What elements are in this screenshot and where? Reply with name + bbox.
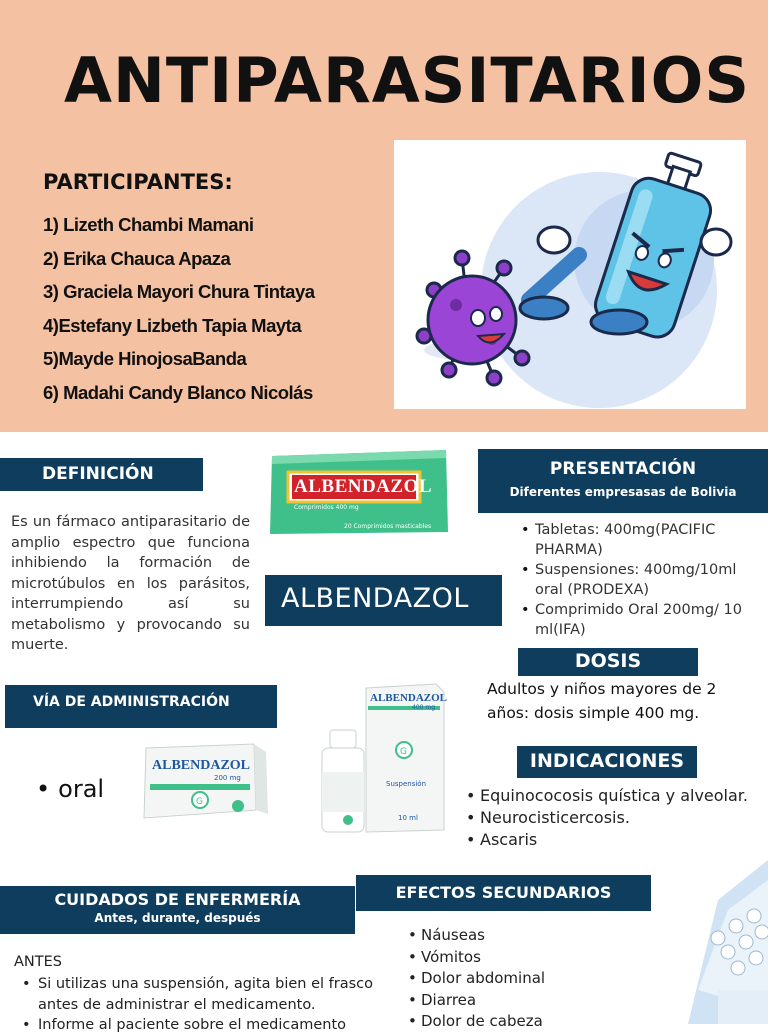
side-effect-item: • Dolor de cabeza	[408, 1011, 545, 1033]
presentation-item: • Comprimido Oral 200mg/ 10 ml(IFA)	[520, 600, 760, 640]
nursing-care-heading: CUIDADOS DE ENFERMERÍA	[54, 890, 301, 909]
before-item: • Informe al paciente sobre el medicamento	[22, 1015, 392, 1036]
dosis-heading: DOSIS	[518, 648, 698, 676]
hero-illustration	[394, 140, 746, 409]
presentation-heading-box	[478, 449, 768, 513]
box3-type: Suspensión	[386, 780, 427, 788]
box3-dose: 400 mg	[412, 704, 436, 711]
participant-item: 4)Estefany Lizbeth Tapia Mayta	[43, 314, 302, 336]
box1-brand: ALBENDAZOL	[294, 476, 433, 497]
side-effect-item: • Vómitos	[408, 947, 545, 969]
box2-dose: 200 mg	[214, 774, 241, 782]
svg-text:G: G	[400, 747, 407, 757]
indication-item: • Neurocisticercosis.	[466, 807, 748, 829]
nursing-care-subheading: Antes, durante, después	[94, 911, 261, 925]
participant-item: 1) Lizeth Chambi Mamani	[43, 214, 254, 235]
albendazol-tablet-box-image	[128, 740, 278, 828]
indication-item: • Ascaris	[466, 829, 748, 851]
box1-line2: 20 Comprimidos masticables	[344, 523, 432, 530]
nursing-care-heading-box	[0, 886, 355, 934]
svg-text:G: G	[196, 797, 203, 807]
before-item: • Si utilizas una suspensión, agita bien el frasco antes de administrar el medicamento.	[22, 974, 392, 1015]
albendazol-box-image	[266, 446, 451, 537]
route-item	[36, 775, 104, 803]
participant-item: 2) Erika Chauca Apaza	[43, 247, 231, 269]
participant-item: 5)Mayde HinojosaBanda	[43, 348, 247, 370]
box3-brand: ALBENDAZOL	[370, 692, 448, 704]
route-heading: VÍA DE ADMINISTRACIÓN	[5, 685, 277, 728]
before-label: ANTES	[14, 954, 62, 970]
page-title: ANTIPARASITARIOS	[64, 44, 751, 117]
side-effect-item: • Diarrea	[408, 990, 545, 1012]
indications-heading: INDICACIONES	[517, 746, 697, 778]
participants-heading: PARTICIPANTES:	[43, 170, 233, 194]
side-effects-list	[408, 925, 545, 1033]
presentation-item: • Tabletas: 400mg(PACIFIC PHARMA)	[520, 520, 760, 560]
presentation-heading: PRESENTACIÓN	[549, 459, 697, 479]
participant-item: 6) Madahi Candy Blanco Nicolás	[43, 381, 313, 403]
box2-brand: ALBENDAZOL	[152, 758, 251, 773]
dosis-text: Adultos y niños mayores de 2 años: dosis simple 400 mg.	[487, 680, 717, 722]
definition-heading: DEFINICIÓN	[0, 458, 203, 491]
header-banner	[0, 0, 768, 432]
presentation-item: • Suspensiones: 400mg/10ml oral (PRODEXA)	[520, 560, 760, 600]
route-item-label: oral	[58, 775, 105, 803]
side-effect-item: • Dolor abdominal	[408, 968, 545, 990]
box3-volume: 10 ml	[398, 814, 418, 822]
drug-name-banner: ALBENDAZOL	[265, 575, 502, 626]
side-effects-heading: EFECTOS SECUNDARIOS	[356, 875, 651, 911]
participants-list	[43, 214, 315, 416]
sanitizer-vs-virus-illustration	[394, 140, 746, 409]
presentation-subheading: Diferentes empresasas de Bolivia	[509, 485, 737, 499]
bullet-icon: •	[36, 775, 51, 803]
albendazol-suspension-image	[318, 680, 446, 835]
before-list	[22, 974, 392, 1036]
indication-item: • Equinococosis quística y alveolar.	[466, 785, 748, 807]
indications-list	[466, 785, 748, 851]
presentation-list	[520, 520, 760, 640]
pills-photo	[688, 860, 768, 1024]
box1-line1: Comprimidos 400 mg	[294, 504, 359, 511]
definition-text: Es un fármaco antiparasitario de amplio espectro que funciona inhibiendo la formación de microtúbulos en los parásitos, interrumpiendo así su metabolismo y provocando su muerte.	[11, 514, 250, 653]
side-effect-item: • Náuseas	[408, 925, 545, 947]
participant-item: 3) Graciela Mayori Chura Tintaya	[43, 281, 315, 303]
